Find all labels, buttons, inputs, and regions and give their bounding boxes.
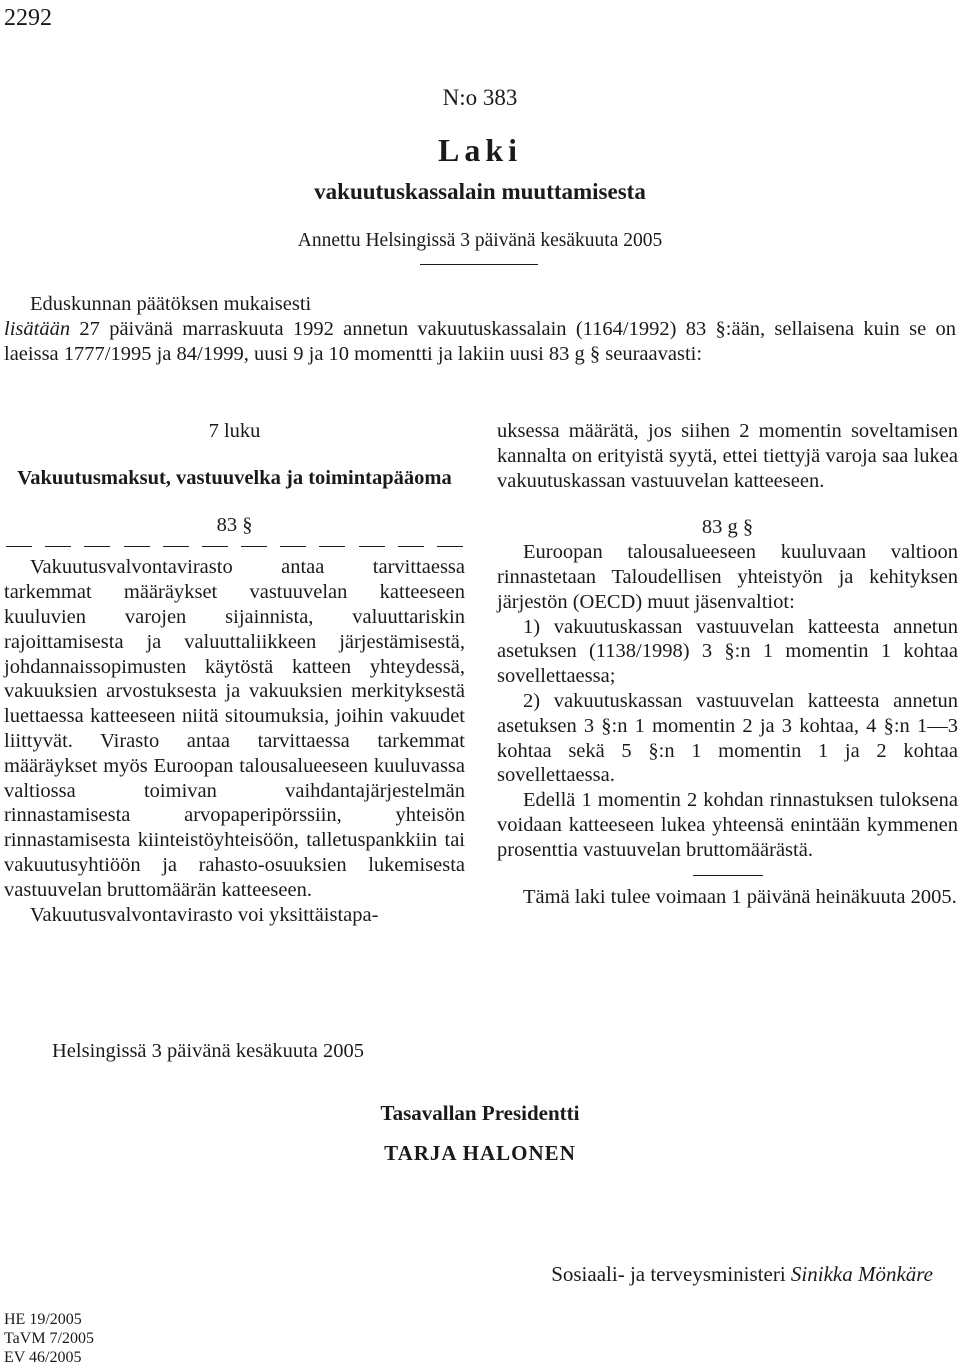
intro-enactment: Eduskunnan päätöksen mukaisesti [30, 293, 312, 315]
intro-italic-verb: lisätään [4, 317, 71, 340]
issued-date-line: Annettu Helsingissä 3 päivänä kesäkuuta 2005 [297, 230, 663, 251]
law-subtitle: vakuutuskassalain muuttamisesta [314, 179, 646, 204]
page-number: 2292 [4, 5, 52, 31]
section-83g-paragraph-1: Euroopan talousalueeseen kuuluvaan valtioon rinnastetaan Taloudellisen yhteistyön ja kehityksen järjestön (OECD) muut jäsenvaltiot: [497, 541, 958, 613]
statute-number: N:o 383 [442, 85, 518, 110]
minister-title: Sosiaali- ja terveysministeri [551, 1262, 791, 1286]
section-83g-item-2: 2) vakuutuskassan vastuuvelan katteesta annetun asetuksen 3 §:n 1 momentin 2 ja 3 kohtaa, 4 §:n 1—3 kohtaa sekä 5 §:n 1 momentin 1 ja 2 kohtaa sovellettaessa. [497, 689, 958, 787]
president-name: TARJA HALONEN [384, 1141, 576, 1165]
intro-amendment-text: 27 päivänä marraskuuta 1992 annetun vakuutuskassalain (1164/1992) 83 §:ään, sellaisena kuin se on laeissa 1777/1995 ja 84/1999, uusi 9 ja 10 momentti ja lakiin uusi 83 g § seuraavasti: [4, 317, 956, 365]
section-83-paragraph-2: Vakuutusvalvontavirasto voi yksittäistapa- [30, 903, 379, 926]
left-column [4, 419, 465, 927]
reference-he: HE 19/2005 [4, 1311, 82, 1328]
section-83g-item-1: 1) vakuutuskassan vastuuvelan katteesta annetun asetuksen (1138/1998) 3 §:n 1 momentin 1 kohtaa sovellettaessa; [497, 615, 958, 688]
chapter-title: Vakuutusmaksut, vastuuvelka ja toimintapääoma [17, 466, 452, 489]
section-83g-paragraph-2: Edellä 1 momentin 2 kohdan rinnastuksen tuloksena voidaan katteeseen lukea yhteensä enintään kymmenen prosenttia vastuuvelan bruttomäärästä. [497, 789, 958, 861]
minister-signature [551, 1262, 933, 1287]
omitted-text-dashes [4, 537, 465, 555]
intro-amendment [4, 317, 956, 367]
place-date: Helsingissä 3 päivänä kesäkuuta 2005 [52, 1040, 364, 1062]
president-title: Tasavallan Presidentti [380, 1101, 580, 1125]
chapter-number: 7 luku [208, 420, 261, 442]
section-83g-heading: 83 g § [701, 516, 754, 539]
reference-tavm: TaVM 7/2005 [4, 1330, 94, 1347]
section-83-heading: 83 § [216, 513, 253, 536]
reference-ev: EV 46/2005 [4, 1349, 82, 1366]
law-title: Laki [437, 132, 523, 168]
entry-into-force: Tämä laki tulee voimaan 1 päivänä heinäkuuta 2005. [523, 885, 957, 908]
right-column [497, 419, 958, 909]
section-divider [693, 875, 763, 876]
section-83-paragraph-1: Vakuutusvalvontavirasto antaa tarvittaessa tarkemmat määräykset vastuuvelan katteeseen kuuluvien varojen sijainnista, valuuttariskin rajoittamisesta ja valuuttaliikkeen järjestämisestä, johdannaissopimusten käytöstä katteen yhteydessä, vakuuksien arvostuksesta ja vakuuksien merkityksestä luettaessa katteeseen niitä sitoumuksia, joihin vakuudet liittyvät. Virasto antaa tarvittaessa tarkemmat määräykset myös Euroopan talousalueeseen kuuluvassa valtiossa toimivan vaihdantajärjestelmän rinnastamisesta arvopaperipörssiin, yhteisön rinnastamisesta kiinteistöyhteisöön, talletuspankkiin tai vakuutusyhtiöön ja rahasto-osuuksien lukemisesta vastuuvelan bruttomäärän katteeseen. [4, 556, 465, 901]
intro [4, 292, 956, 366]
header-divider [420, 264, 538, 265]
section-83-paragraph-2-continued: uksessa määrätä, jos siihen 2 momentin soveltamisen kannalta on erityistä syytä, ettei tiettyjä varoja saa lukea vakuutuskassan vastuuvelan katteeseen. [497, 420, 958, 492]
legislative-references [4, 1310, 94, 1367]
minister-name: Sinikka Mönkäre [790, 1262, 933, 1286]
